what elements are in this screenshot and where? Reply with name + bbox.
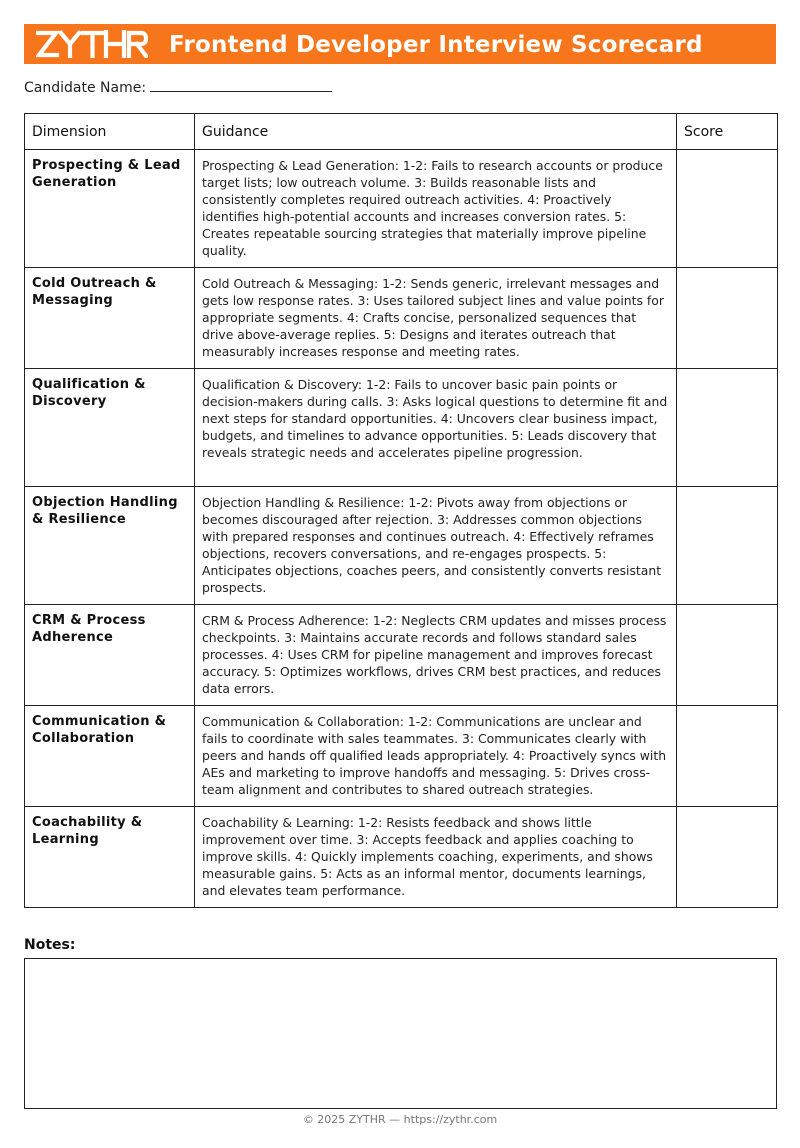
guidance-cell: Prospecting & Lead Generation: 1-2: Fails to research accounts or produce target lists; low outreach volume. 3: Builds reasonable lists and consistently completes required outreach activities. 4: Proactively identifies high-potential accounts and increases conversion rates. 5: Creates repeatable sourcing strategies that materially improve pipeline quality. [195, 150, 677, 268]
candidate-name-line [24, 77, 332, 96]
notes-label: Notes: [24, 937, 76, 953]
guidance-cell: Cold Outreach & Messaging: 1-2: Sends generic, irrelevant messages and gets low response rates. 3: Uses tailored subject lines and value points for appropriate segments. 4: Crafts concise, personalized sequences that drive above-average replies. 5: Designs and iterates outreach that measurably increases response and meeting rates. [195, 268, 677, 369]
table-row [25, 605, 778, 706]
scorecard-table [24, 113, 778, 908]
zythr-logo [36, 24, 148, 64]
table-row [25, 706, 778, 807]
table-row [25, 150, 778, 268]
score-cell[interactable] [677, 150, 778, 268]
score-cell[interactable] [677, 268, 778, 369]
column-header-score: Score [677, 114, 778, 150]
footer-text: © 2025 ZYTHR — https://zythr.com [302, 1113, 498, 1126]
table-header-row [25, 114, 778, 150]
score-cell[interactable] [677, 369, 778, 487]
notes-box[interactable] [24, 958, 777, 1109]
table-row [25, 268, 778, 369]
dimension-cell: Communication & Collaboration [25, 706, 195, 807]
table-row [25, 487, 778, 605]
score-cell[interactable] [677, 706, 778, 807]
guidance-cell: Qualification & Discovery: 1-2: Fails to uncover basic pain points or decision-makers during calls. 3: Asks logical questions to determine fit and next steps for standard opportunities. 4: Uncovers clear business impact, budgets, and timelines to advance opportunities. 5: Leads discovery that reveals strategic needs and accelerates pipeline progression. [195, 369, 677, 487]
dimension-cell: Objection Handling & Resilience [25, 487, 195, 605]
table-row [25, 369, 778, 487]
dimension-cell: Coachability & Learning [25, 807, 195, 908]
column-header-dimension: Dimension [25, 114, 195, 150]
guidance-cell: Objection Handling & Resilience: 1-2: Pivots away from objections or becomes discouraged after rejection. 3: Addresses common objections with prepared responses and continues outreach. 4: Effectively reframes objections, recovers conversations, and re-engages prospects. 5: Anticipates objections, coaches peers, and consistently converts resistant prospects. [195, 487, 677, 605]
guidance-cell: Communication & Collaboration: 1-2: Communications are unclear and fails to coordinate with sales teammates. 3: Communicates clearly with peers and hands off qualified leads appropriately. 4: Proactively syncs with AEs and marketing to improve handoffs and messaging. 5: Drives cross-team alignment and contributes to shared outreach strategies. [195, 706, 677, 807]
header-bar [24, 24, 776, 64]
score-cell[interactable] [677, 605, 778, 706]
candidate-name-field[interactable] [150, 77, 332, 92]
score-cell[interactable] [677, 487, 778, 605]
dimension-cell: CRM & Process Adherence [25, 605, 195, 706]
page-title: Frontend Developer Interview Scorecard [169, 32, 703, 58]
guidance-cell: Coachability & Learning: 1-2: Resists feedback and shows little improvement over time. 3: Accepts feedback and applies coaching to improve skills. 4: Quickly implements coaching, experiments, and shows measurable gains. 5: Acts as an informal mentor, documents learnings, and elevates team performance. [195, 807, 677, 908]
column-header-guidance: Guidance [195, 114, 677, 150]
dimension-cell: Cold Outreach & Messaging [25, 268, 195, 369]
score-cell[interactable] [677, 807, 778, 908]
dimension-cell: Prospecting & Lead Generation [25, 150, 195, 268]
dimension-cell: Qualification & Discovery [25, 369, 195, 487]
candidate-name-label: Candidate Name: [24, 80, 147, 96]
guidance-cell: CRM & Process Adherence: 1-2: Neglects CRM updates and misses process checkpoints. 3: Maintains accurate records and follows standard sales processes. 4: Uses CRM for pipeline management and improves forecast accuracy. 5: Optimizes workflows, drives CRM best practices, and reduces data errors. [195, 605, 677, 706]
table-row [25, 807, 778, 908]
zythr-logo-mark [36, 30, 148, 58]
